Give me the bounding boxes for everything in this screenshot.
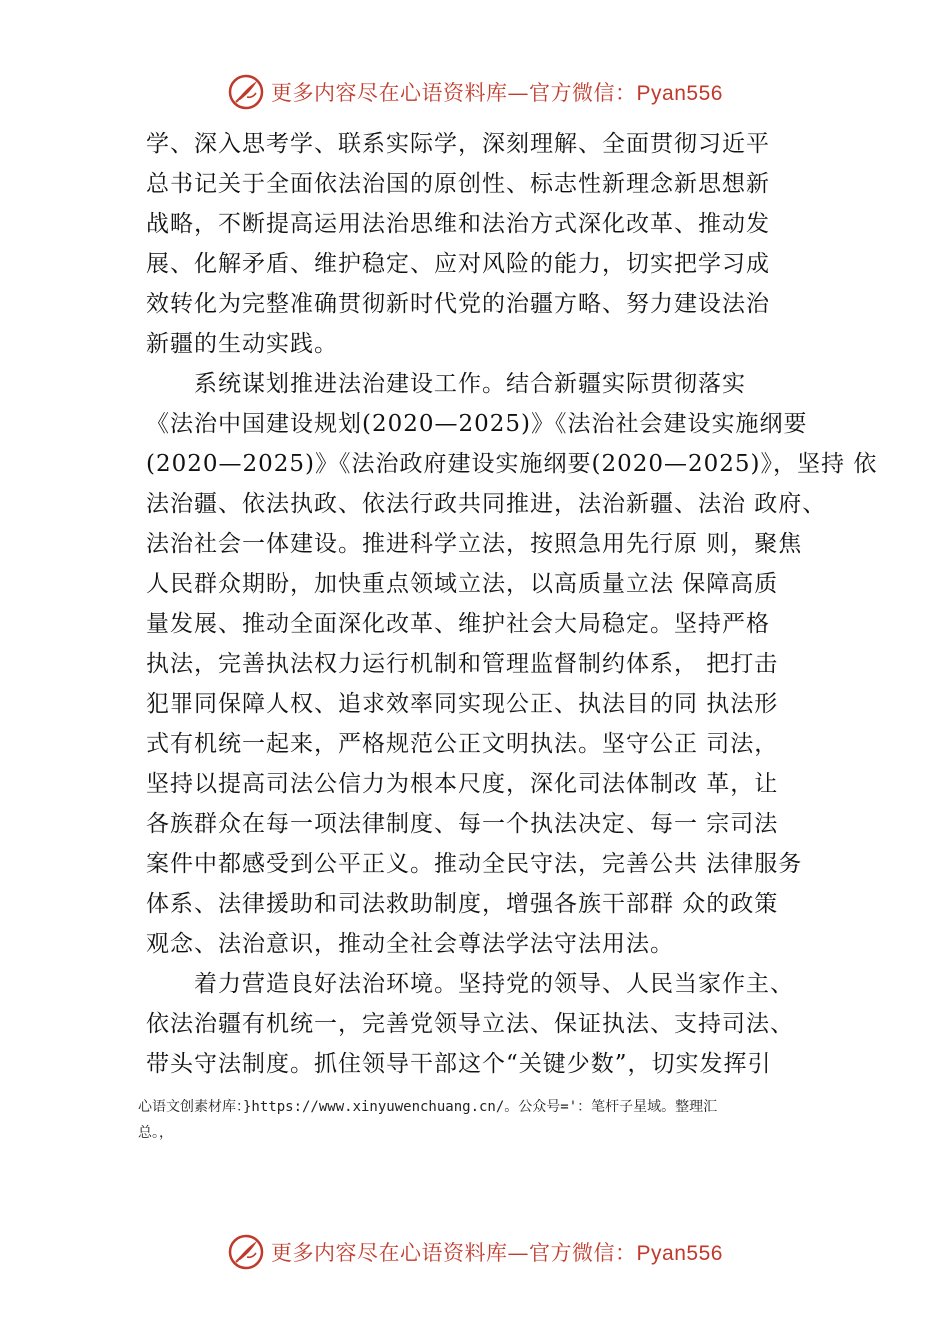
footnote-line: 心语文创素材库：}https://www.xinyuwenchuang.cn/。公众号='：笔杆子星域。整理汇 <box>138 1099 718 1115</box>
header-banner <box>0 68 950 116</box>
paragraph-2 <box>146 364 878 964</box>
text-line: 系统谋划推进法治建设工作。结合新疆实际贯彻落实 <box>194 371 746 397</box>
text-line: 各族群众在每一项法律制度、每一个执法决定、每一 宗司法 <box>146 811 779 837</box>
text-line: 法治疆、依法执政、依法行政共同推进，法治新疆、法治 政府、 <box>146 491 827 517</box>
text-line: (2020—2025)》《法治政府建设实施纲要(2020—2025)》，坚持 依 <box>146 451 878 477</box>
text-line: 学、深入思考学、联系实际学，深刻理解、全面贯彻习近平 <box>146 131 770 157</box>
text-line: 依法治疆有机统一，完善党领导立法、保证执法、支持司法、 <box>146 1011 794 1037</box>
text-line: 执法，完善执法权力运行机制和管理监督制约体系， 把打击 <box>146 651 779 677</box>
text-line: 《法治中国建设规划(2020—2025)》《法治社会建设实施纲要 <box>146 411 808 437</box>
paragraph-1 <box>146 124 846 364</box>
text-line: 式有机统一起来，严格规范公正文明执法。坚守公正 司法， <box>146 731 779 757</box>
footer-banner-text: 更多内容尽在心语资料库—官方微信：Pyan556 <box>271 1241 723 1265</box>
text-line: 坚持以提高司法公信力为根本尺度，深化司法体制改 革，让 <box>146 771 779 797</box>
text-line: 法治社会一体建设。推进科学立法，按照急用先行原 则，聚焦 <box>146 531 803 557</box>
text-line: 新疆的生动实践。 <box>146 331 338 357</box>
text-line: 战略，不断提高运用法治思维和法治方式深化改革、推动发 <box>146 211 770 237</box>
text-line: 总书记关于全面依法治国的原创性、标志性新理念新思想新 <box>146 171 770 197</box>
footnote-line: 总。， <box>138 1125 173 1141</box>
quill-pen-logo-icon <box>227 1233 265 1271</box>
wechat-id: Pyan556 <box>636 82 723 105</box>
text-line: 着力营造良好法治环境。坚持党的领导、人民当家作主、 <box>194 971 794 997</box>
text-line: 展、化解矛盾、维护稳定、应对风险的能力，切实把学习成 <box>146 251 770 277</box>
document-body <box>146 124 878 1084</box>
text-line: 量发展、推动全面深化改革、维护社会大局稳定。坚持严格 <box>146 611 770 637</box>
quill-pen-logo-icon <box>227 73 265 111</box>
wechat-id: Pyan556 <box>636 1242 723 1265</box>
text-line: 体系、法律援助和司法救助制度，增强各族干部群 众的政策 <box>146 891 779 917</box>
text-line: 带头守法制度。抓住领导干部这个“关键少数”，切实发挥引 <box>146 1051 772 1077</box>
header-banner-text: 更多内容尽在心语资料库—官方微信：Pyan556 <box>271 81 723 105</box>
source-footnote <box>138 1094 828 1146</box>
text-line: 案件中都感受到公平正义。推动全民守法，完善公共 法律服务 <box>146 851 803 877</box>
text-line: 犯罪同保障人权、追求效率同实现公正、执法目的同 执法形 <box>146 691 779 717</box>
text-line: 人民群众期盼，加快重点领域立法，以高质量立法 保障高质 <box>146 571 779 597</box>
text-line: 观念、法治意识，推动全社会尊法学法守法用法。 <box>146 931 674 957</box>
text-line: 效转化为完整准确贯彻新时代党的治疆方略、努力建设法治 <box>146 291 770 317</box>
footer-banner <box>0 1228 950 1276</box>
paragraph-3 <box>146 964 846 1084</box>
